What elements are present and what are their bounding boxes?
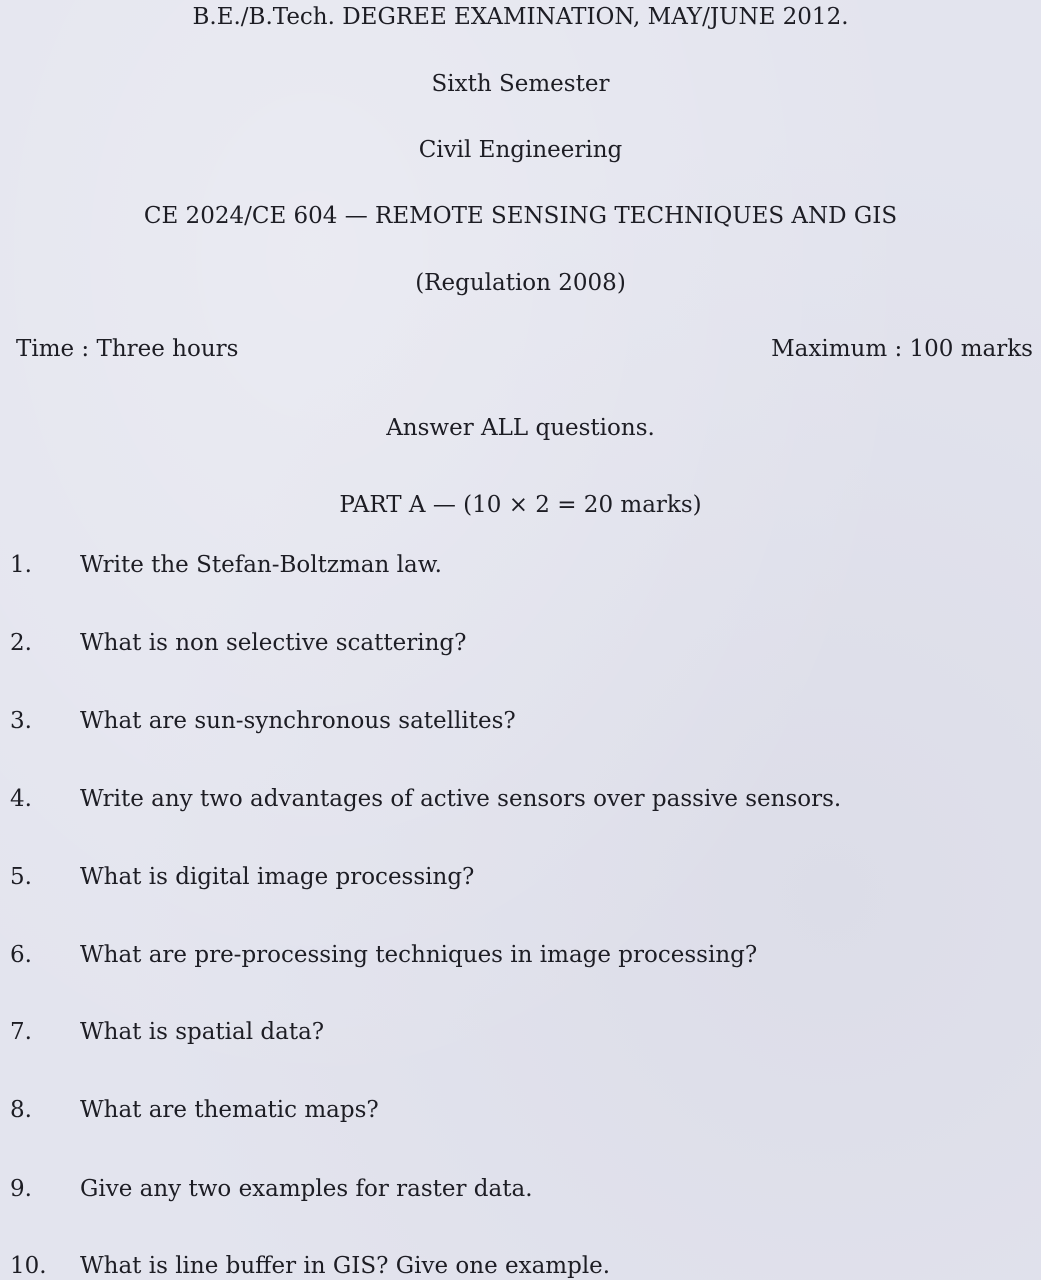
question-number: 8.: [10, 1097, 32, 1123]
question-text: Give any two examples for raster data.: [80, 1176, 533, 1202]
question-text: What are pre-processing techniques in image processing?: [80, 942, 758, 968]
question-item: [10, 942, 757, 968]
question-item: [10, 1253, 610, 1279]
question-item: [10, 786, 841, 812]
instructions: Answer ALL questions.: [386, 415, 655, 441]
semester-label: Sixth Semester: [431, 71, 610, 97]
course-title: CE 2024/CE 604 — REMOTE SENSING TECHNIQUES AND GIS: [143, 203, 898, 229]
question-number: 5.: [10, 864, 32, 890]
question-text: Write any two advantages of active sensors over passive sensors.: [80, 786, 842, 812]
question-item: [10, 1176, 533, 1202]
exam-title: B.E./B.Tech. DEGREE EXAMINATION, MAY/JUNE 2012.: [192, 4, 849, 30]
question-text: What are sun-synchronous satellites?: [80, 708, 516, 734]
question-item: [10, 1019, 324, 1045]
part-a-title: PART A — (10 × 2 = 20 marks): [339, 492, 702, 518]
question-item: [10, 630, 466, 656]
question-number: 9.: [10, 1176, 32, 1202]
regulation-label: (Regulation 2008): [415, 270, 626, 296]
question-item: [10, 864, 474, 890]
question-text: What is line buffer in GIS? Give one example.: [80, 1253, 611, 1279]
time-label: Time : Three hours: [16, 336, 239, 362]
question-number: 1.: [10, 552, 32, 578]
question-number: 4.: [10, 786, 32, 812]
question-item: [10, 708, 516, 734]
question-text: Write the Stefan-Boltzman law.: [80, 552, 442, 578]
question-number: 2.: [10, 630, 32, 656]
question-number: 6.: [10, 942, 32, 968]
question-number: 7.: [10, 1019, 32, 1045]
max-marks-label: Maximum : 100 marks: [771, 336, 1033, 362]
question-text: What is digital image processing?: [80, 864, 475, 890]
question-text: What are thematic maps?: [80, 1097, 379, 1123]
question-item: [10, 1097, 379, 1123]
time-marks-row: [16, 336, 1033, 362]
question-text: What is non selective scattering?: [80, 630, 467, 656]
question-item: [10, 552, 442, 578]
branch-label: Civil Engineering: [418, 137, 623, 163]
question-text: What is spatial data?: [80, 1019, 325, 1045]
question-number: 10.: [10, 1253, 47, 1279]
question-number: 3.: [10, 708, 32, 734]
